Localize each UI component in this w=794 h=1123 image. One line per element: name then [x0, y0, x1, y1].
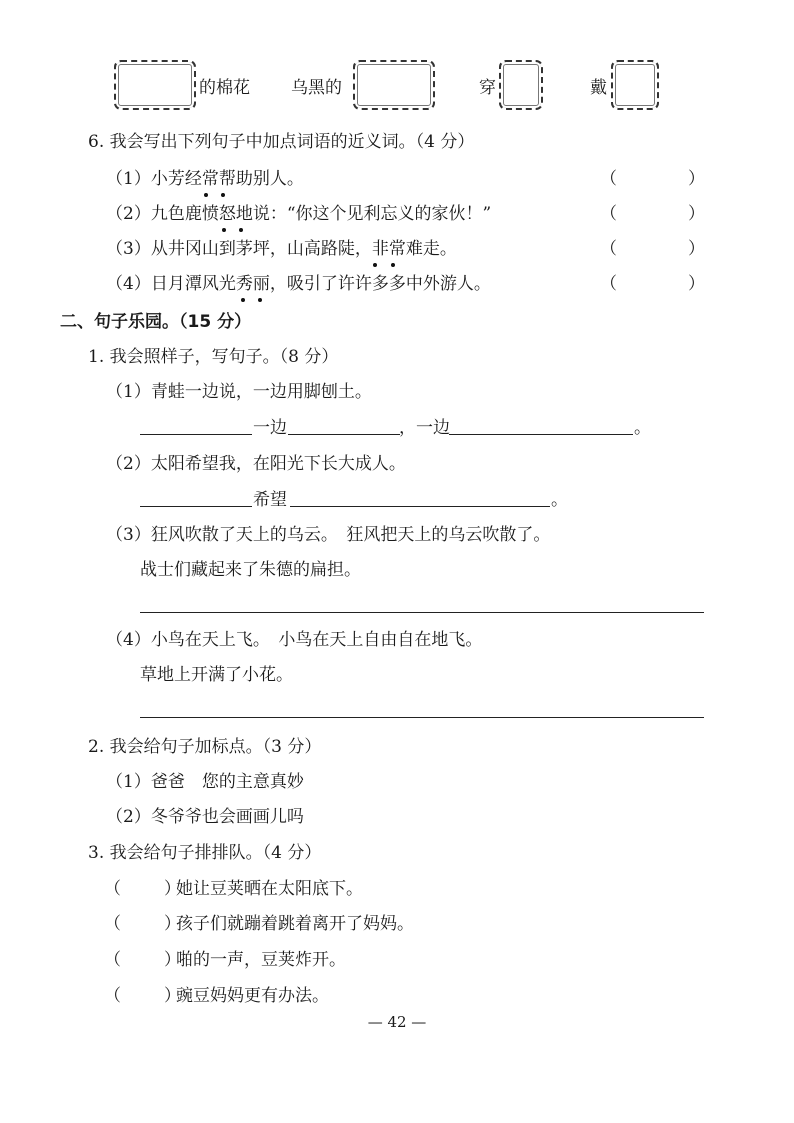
q1-4-prompt: 草地上开满了小花。 [140, 665, 293, 685]
wear-dai-text: 戴 [590, 78, 607, 98]
q3-paren-close-1: ） [164, 879, 181, 899]
q1-2-blank-content[interactable] [290, 506, 550, 507]
q6-item-1: （1）小芳经常帮助别人。 [106, 169, 304, 189]
emphasis-dot [221, 193, 225, 197]
q1-title: 1. 我会照样子，写句子。（8 分） [88, 347, 339, 367]
q1-example-4: （4）小鸟在天上飞。 小鸟在天上自由自在地飞。 [106, 630, 483, 650]
q1-2-xiwang: 希望 [253, 490, 287, 510]
q2-item-1: （1）爸爸 您的主意真妙 [106, 772, 304, 792]
q6-title: 6. 我会写出下列句子中加点词语的近义词。（4 分） [88, 132, 475, 152]
q6-answer-4[interactable] [620, 272, 686, 296]
q3-order-input-4[interactable] [122, 984, 166, 1008]
section-2-title: 二、句子乐园。（15 分） [60, 312, 252, 332]
q1-1-end: 。 [634, 418, 651, 438]
answer-box-cotton[interactable] [114, 60, 196, 110]
q2-title: 2. 我会给句子加标点。（3 分） [88, 737, 322, 757]
q3-order-input-2[interactable] [122, 912, 166, 936]
answer-box-dai[interactable] [611, 60, 659, 110]
q1-4-answer-line[interactable] [140, 717, 704, 718]
emphasis-dot [239, 228, 243, 232]
q1-1-blank-action-1[interactable] [288, 434, 400, 435]
q6-paren-close-3: ） [688, 239, 705, 259]
emphasis-dot [241, 298, 245, 302]
q3-paren-close-4: ） [164, 986, 181, 1006]
q6-paren-open-1: （ [600, 169, 617, 189]
q1-example-3: （3）狂风吹散了天上的乌云。 狂风把天上的乌云吹散了。 [106, 525, 551, 545]
q1-1-yibian-1: 一边 [253, 418, 287, 438]
wear-chuan-text: 穿 [479, 78, 496, 98]
q1-2-blank-subject[interactable] [140, 506, 252, 507]
q1-example-2: （2）太阳希望我，在阳光下长大成人。 [106, 454, 406, 474]
q2-item-2: （2）冬爷爷也会画画儿吗 [106, 807, 304, 827]
q1-1-yibian-2: ，一边 [399, 418, 450, 438]
q6-answer-3[interactable] [620, 237, 686, 261]
q3-order-input-1[interactable] [122, 877, 166, 901]
q6-paren-open-2: （ [600, 204, 617, 224]
q1-3-prompt: 战士们藏起来了朱德的扁担。 [140, 560, 361, 580]
q1-3-answer-line[interactable] [140, 612, 704, 613]
q6-item-4: （4）日月潭风光秀丽，吸引了许许多多中外游人。 [106, 274, 491, 294]
emphasis-dot [222, 228, 226, 232]
q3-paren-close-2: ） [164, 914, 181, 934]
q1-2-end: 。 [551, 490, 568, 510]
q3-item-1: 她让豆荚晒在太阳底下。 [176, 879, 363, 899]
emphasis-dot [373, 263, 377, 267]
answer-box-chuan[interactable] [499, 60, 543, 110]
q3-order-input-3[interactable] [122, 948, 166, 972]
q3-paren-open-2: （ [104, 914, 121, 934]
q3-paren-open-1: （ [104, 879, 121, 899]
q6-item-3: （3）从井冈山到茅坪，山高路陡，非常难走。 [106, 239, 457, 259]
emphasis-dot [391, 263, 395, 267]
q3-paren-open-4: （ [104, 986, 121, 1006]
q6-item-2: （2）九色鹿愤怒地说：“你这个见利忘义的家伙！” [106, 204, 492, 224]
q6-answer-2[interactable] [620, 202, 686, 226]
q3-item-2: 孩子们就蹦着跳着离开了妈妈。 [176, 914, 414, 934]
q3-title: 3. 我会给句子排排队。（4 分） [88, 843, 322, 863]
emphasis-dot [258, 298, 262, 302]
cotton-suffix-text: 的棉花 [199, 78, 250, 98]
emphasis-dot [204, 193, 208, 197]
q6-paren-open-3: （ [600, 239, 617, 259]
q6-paren-close-1: ） [688, 169, 705, 189]
black-prefix-text: 乌黑的 [291, 78, 342, 98]
q6-answer-1[interactable] [620, 167, 686, 191]
q3-paren-open-3: （ [104, 950, 121, 970]
page-number: — 42 — [367, 1013, 427, 1031]
q3-item-4: 豌豆妈妈更有办法。 [176, 986, 329, 1006]
q3-item-3: 啪的一声，豆荚炸开。 [176, 950, 346, 970]
answer-box-black[interactable] [353, 60, 435, 110]
q1-1-blank-action-2[interactable] [449, 434, 633, 435]
q1-example-1: （1）青蛙一边说，一边用脚刨土。 [106, 382, 372, 402]
q6-paren-open-4: （ [600, 274, 617, 294]
q6-paren-close-4: ） [688, 274, 705, 294]
q3-paren-close-3: ） [164, 950, 181, 970]
q1-1-blank-subject[interactable] [140, 434, 252, 435]
q6-paren-close-2: ） [688, 204, 705, 224]
